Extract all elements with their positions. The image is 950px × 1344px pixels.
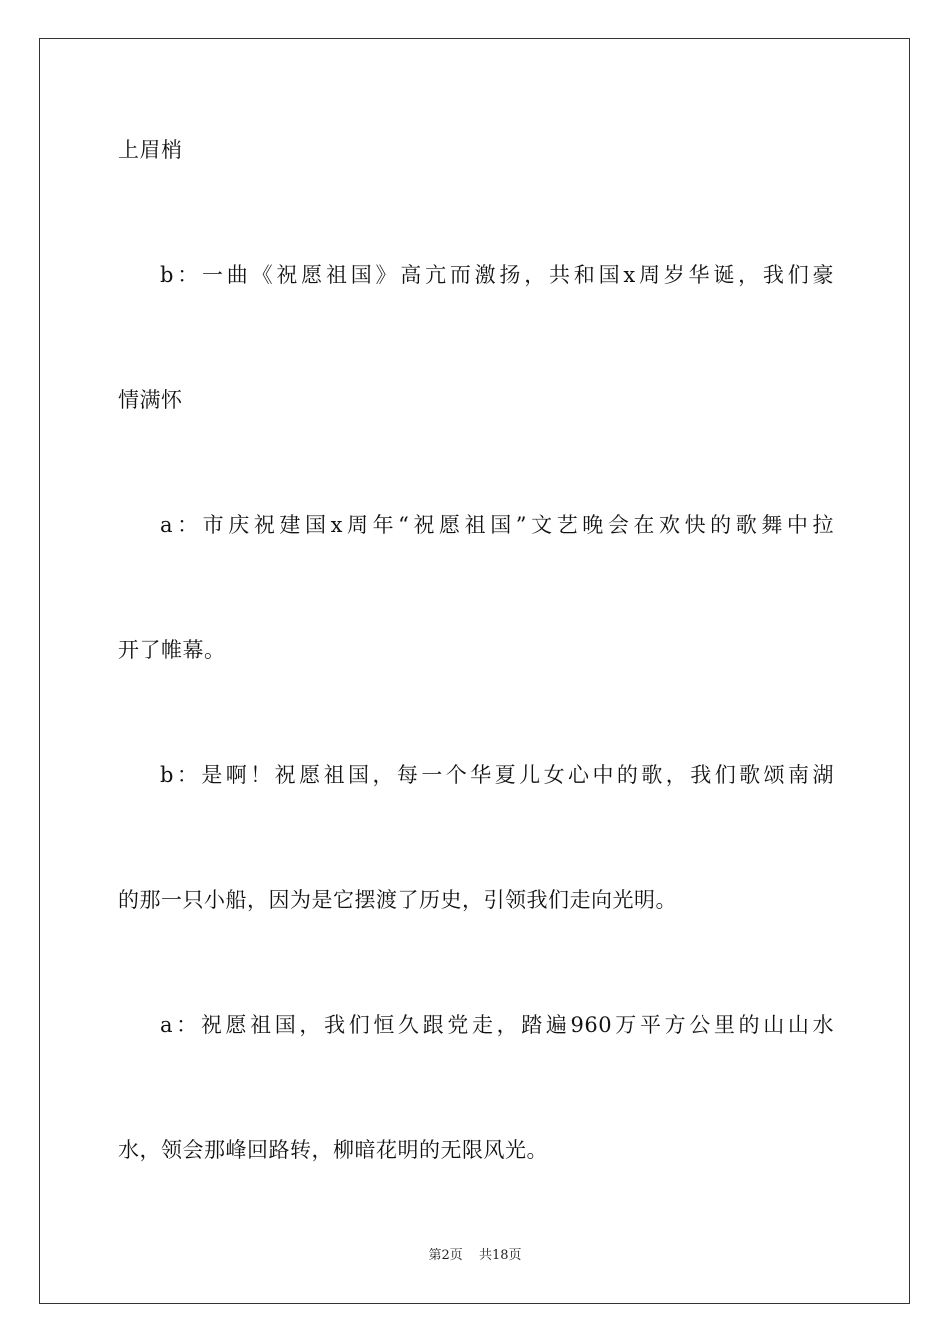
text-line-9: 水，领会那峰回路转，柳暗花明的无限风光。 <box>118 1138 548 1162</box>
page-number-current: 第2页 <box>428 1248 463 1263</box>
text-line-4: a：市庆祝建国x周年“祝愿祖国”文艺晚会在欢快的歌舞中拉 <box>160 513 834 537</box>
page-border <box>39 38 910 1304</box>
page-number-total: 共18页 <box>478 1248 522 1263</box>
text-line-2: b：一曲《祝愿祖国》高亢而激扬，共和国x周岁华诞，我们豪 <box>160 263 834 287</box>
text-line-7: 的那一只小船，因为是它摆渡了历史，引领我们走向光明。 <box>118 888 677 912</box>
page-footer <box>0 1248 950 1264</box>
text-line-5: 开了帷幕。 <box>118 638 226 662</box>
text-line-1: 上眉梢 <box>118 138 183 162</box>
text-line-6: b：是啊！祝愿祖国，每一个华夏儿女心中的歌，我们歌颂南湖 <box>160 763 834 787</box>
text-line-8: a：祝愿祖国，我们恒久跟党走，踏遍960万平方公里的山山水 <box>160 1013 834 1037</box>
text-line-3: 情满怀 <box>118 388 183 412</box>
